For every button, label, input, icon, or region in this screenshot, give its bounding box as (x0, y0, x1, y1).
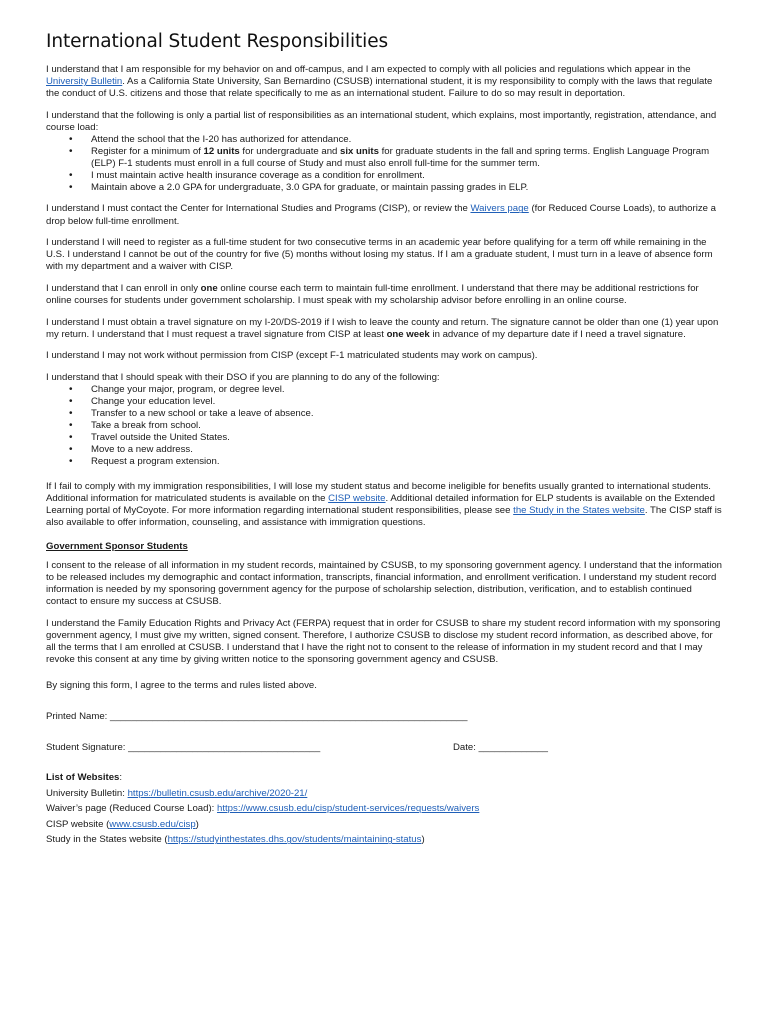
text-span: : (119, 772, 123, 784)
student-signature-field[interactable]: Student Signature: ____________________________________ (46, 742, 321, 754)
list-item: • Request a program extension. (91, 456, 724, 468)
cisp-website-link[interactable]: CISP website (328, 492, 386, 504)
term-off-paragraph: I understand I will need to register as a full-time student for two consecutive terms in an academic year before qualifying for a term off while remaining in the U.S. I understand I cannot be out of the country for five (5) months without losing my status. If I am a graduate student, I must turn in a leave of absence form with my department and a waiver with CISP. (46, 237, 713, 273)
text-span: I understand that I am responsible for my behavior on and off-campus, and I am expected to comply with all policies and regulations which appear in the (46, 64, 691, 75)
text-span: . Additional detailed information for ELP students is available on the Extended Learning portal of MyCoyote. For more information regarding international student responsibilities, please see (46, 492, 715, 516)
date-field[interactable]: Date: _____________ (453, 742, 548, 754)
text-span: Register for a minimum of (91, 145, 204, 157)
text-span: for graduate students in the fall and spring terms. English Language Program (ELP) F-1 students must enroll in a full course of Study and must also enroll full-time for the summer term. (91, 145, 710, 169)
list-item: • Transfer to a new school or take a leave of absence. (91, 408, 724, 420)
waivers-page-link[interactable]: Waivers page (470, 203, 529, 215)
study-states-url-link[interactable]: https://studyinthestates.dhs.gov/students/maintaining-status (167, 834, 422, 846)
list-item: • Move to a new address. (91, 444, 724, 456)
work-paragraph: I understand I may not work without permission from CISP (except F-1 matriculated students may work on campus). (46, 350, 538, 362)
text-span: I understand I must obtain a travel signature on my I-20/DS-2019 if I wish to leave the county and return. The signature cannot be older than one (1) year upon my return. I understand that I must request a travel signature from CISP at least (46, 316, 719, 340)
additional-info-paragraph (46, 493, 724, 529)
ferpa-paragraph: I understand the Family Education Rights and Privacy Act (FERPA) request that in order for CSUSB to share my student record information with my sponsoring government agency, I must give my written, signed consent. Therefore, I authorize CSUSB to disclose my student record information, as described above, for all the terms that I am enrolled at CSUSB. I understand that I have the right not to consent to the release of information in my student record and that I may revoke this consent at any time by giving written notice to the sponsoring government agency and CSUSB. (46, 617, 721, 666)
bulletin-url-link[interactable]: https://bulletin.csusb.edu/archive/2020-21/ (127, 787, 308, 799)
text-span: I understand that I can enroll in only (46, 282, 201, 294)
list-item: • I must maintain active health insurance coverage as a condition for enrollment. (91, 170, 724, 182)
study-in-states-link[interactable]: the Study in the States website (513, 504, 645, 516)
text-span: Waiver’s page (Reduced Course Load): (46, 803, 218, 815)
list-item: • Change your education level. (91, 396, 724, 408)
text-span: . As a California State University, San Bernardino (CSUSB) international student, it is my responsibility to comply with the laws that regulate the conduct of U.S. citizens and those that relate specifically to me as an international student. Failure to do so may result in deportation. (46, 76, 713, 100)
responsibilities-intro: I understand that the following is only a partial list of responsibilities as an international student, which explains, most importantly, registration, attendance, and course load: (46, 109, 717, 133)
government-sponsor-heading: Government Sponsor Students (46, 540, 188, 552)
text-span: . The CISP staff is also available to offer information, counseling, and assistance with immigration questions. (46, 504, 722, 528)
dso-intro: I understand that I should speak with their DSO if you are planning to do any of the following: (46, 371, 440, 383)
website-row-cisp (46, 819, 724, 831)
consent-paragraph: I consent to the release of all information in my student records, maintained by CSUSB, to my sponsoring government agency. I understand that the information to be released includes my demographic and contact information, transcripts, financial information, and enrollment verification. I understand my student record information is needed by my sponsoring government agency for the purpose of scholarship selection, distribution, verification, and to establish continued contact to ensure my success at CSUSB. (46, 559, 723, 608)
text-span: for undergraduate and (239, 145, 341, 157)
website-row-study-states (46, 834, 724, 846)
text-span: (for Reduced Course Loads), to authorize a drop below full-time enrollment. (46, 203, 716, 227)
text-span: Additional information for matriculated students is available on the (46, 492, 329, 504)
list-item: • Travel outside the United States. (91, 432, 724, 444)
text-span: online course each term to maintain full-time enrollment. I understand that there may be additional restrictions for online courses for students under government scholarship. I must speak with my scholarship advisor before enrolling in an online course. (46, 282, 699, 307)
waivers-url-link[interactable]: https://www.csusb.edu/cisp/student-services/requests/waivers (217, 803, 480, 815)
website-row-bulletin (46, 788, 724, 800)
cisp-url-link[interactable]: www.csusb.edu/cisp (109, 818, 196, 830)
text-span: ) (421, 834, 425, 846)
list-item: • Change your major, program, or degree level. (91, 384, 724, 396)
website-row-waivers (46, 803, 724, 815)
list-item (91, 146, 724, 170)
page-title: International Student Responsibilities (46, 31, 389, 52)
behavior-paragraph (46, 64, 724, 100)
responsibilities-list (46, 134, 724, 194)
compliance-paragraph: If I fail to comply with my immigration responsibilities, I will lose my student status and become ineligible for benefits usually granted to international students. (46, 480, 711, 492)
dso-section (46, 372, 724, 468)
printed-name-field[interactable]: Printed Name: ___________________________________________________________________ (46, 711, 468, 723)
text-span: University Bulletin: (46, 787, 128, 799)
signature-row (46, 742, 724, 753)
text-span: I understand I must contact the Center for International Studies and Programs (CISP), or review the (46, 203, 471, 215)
list-item: • Take a break from school. (91, 420, 724, 432)
websites-heading (46, 772, 724, 784)
dso-list (46, 384, 724, 468)
agreement-statement: By signing this form, I agree to the terms and rules listed above. (46, 679, 317, 691)
responsibilities-section (46, 110, 724, 194)
online-course-paragraph (46, 283, 724, 307)
text-span: CISP website ( (46, 818, 110, 830)
university-bulletin-link[interactable]: University Bulletin (46, 76, 123, 88)
bold-text: one (200, 282, 218, 294)
units-bold: 12 units (203, 145, 240, 157)
list-item: • Maintain above a 2.0 GPA for undergraduate, 3.0 GPA for graduate, or maintain passing grades in ELP. (91, 182, 724, 194)
travel-signature-paragraph (46, 317, 724, 341)
list-item: • Attend the school that the I-20 has authorized for attendance. (91, 134, 724, 146)
text-span: in advance of my departure date if I need a travel signature. (429, 328, 686, 340)
text-span: Study in the States website ( (46, 834, 168, 846)
websites-heading-label: List of Websites (46, 772, 120, 784)
text-span: ) (195, 818, 199, 830)
cisp-contact-paragraph (46, 203, 724, 227)
bold-text: one week (386, 328, 430, 340)
units-bold: six units (340, 145, 379, 157)
